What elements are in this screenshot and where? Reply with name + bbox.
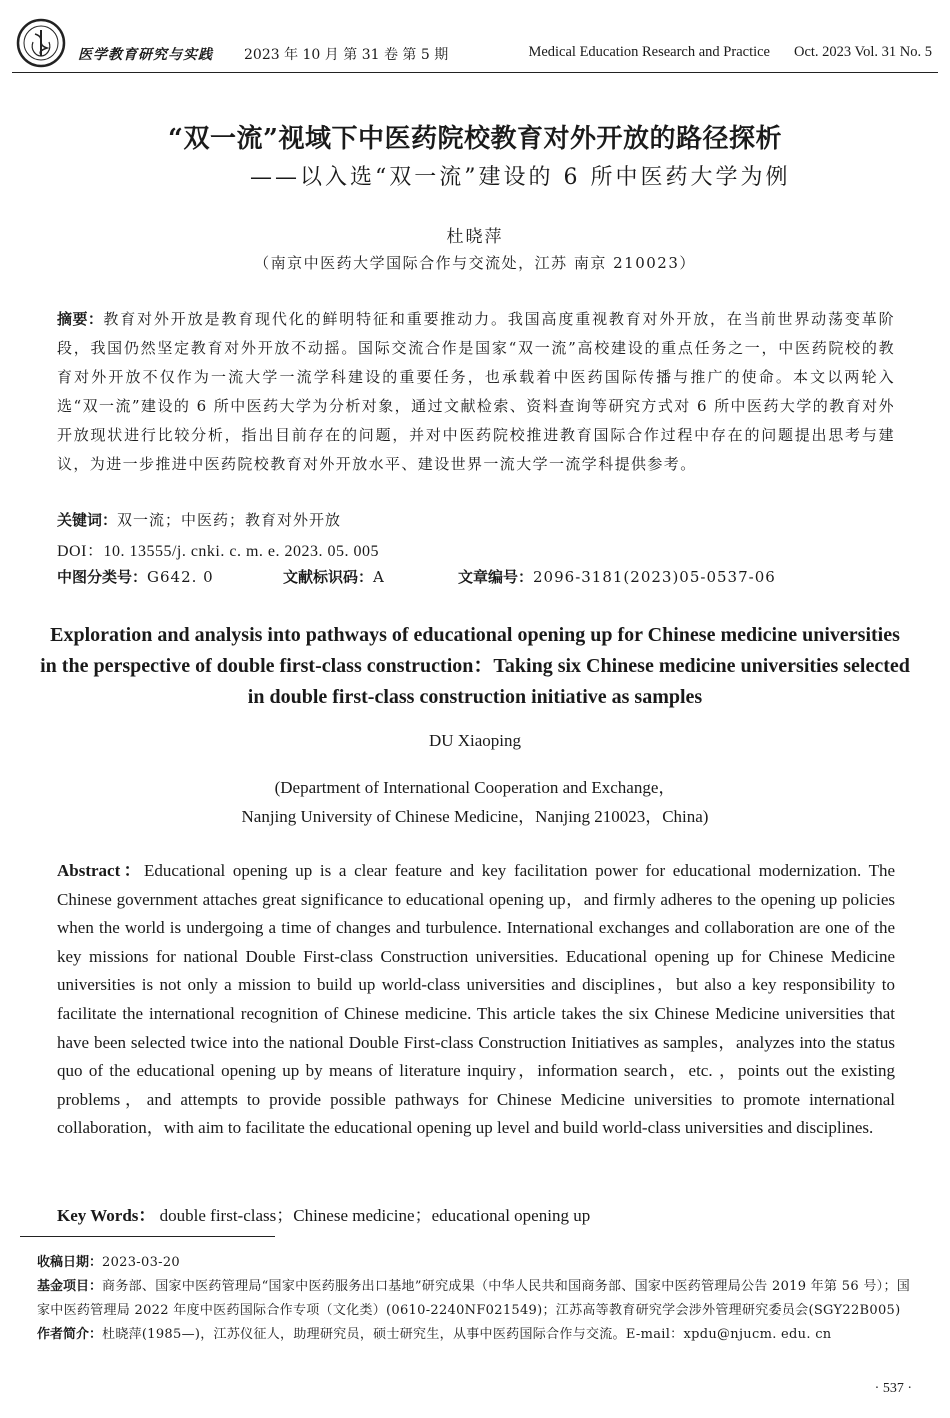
- abstract-cn-label: 摘要：: [57, 310, 104, 328]
- keywords-en-text: double first-class；Chinese medicine；educational opening up: [159, 1206, 591, 1225]
- article-number: [458, 566, 776, 587]
- author-bio-label: 作者简介：: [37, 1327, 103, 1342]
- page-number: · 537 ·: [874, 1381, 912, 1396]
- author-en: DU Xiaoping: [428, 731, 522, 750]
- article-label: 文章编号：: [458, 568, 534, 586]
- footnote-fund: [37, 1275, 917, 1323]
- received-date: 2023-03-20: [102, 1255, 180, 1270]
- clc-code: [57, 566, 214, 587]
- page-header: [0, 0, 950, 80]
- footnote-received: [37, 1251, 917, 1275]
- journal-name-en: Medical Education Research and Practice: [528, 44, 770, 60]
- abstract-en-label: Abstract：: [57, 861, 145, 880]
- clc-value: G642. 0: [147, 568, 214, 586]
- affiliation-cn: （南京中医药大学国际合作与交流处，江苏 南京 210023）: [254, 254, 696, 272]
- footnote-author: [37, 1323, 917, 1347]
- journal-name-cn: 医学教育研究与实践: [78, 47, 213, 63]
- keywords-cn: [57, 509, 341, 530]
- article-value: 2096-3181(2023)05-0537-06: [533, 568, 776, 586]
- journal-logo-icon: [16, 18, 66, 68]
- keywords-cn-text: 双一流；中医药；教育对外开放: [117, 511, 342, 529]
- issue-info-en: Oct. 2023 Vol. 31 No. 5: [793, 44, 932, 60]
- doc-label: 文献标识码：: [283, 568, 374, 586]
- abstract-en: [57, 857, 895, 1143]
- affiliation-en: [0, 773, 950, 831]
- footnote-divider: [20, 1236, 275, 1237]
- footnotes: [37, 1251, 917, 1347]
- abstract-cn: [57, 305, 895, 479]
- header-divider: [12, 72, 938, 73]
- abstract-en-text: Educational opening up is a clear feature and key facilitation power for educational modernization. The Chinese government attaches great significance to educational opening up，and firmly adheres to the opening up policies when the world is undergoing a time of changes and turbulence. International exchanges and collaboration are one of the key missions for national Double First-class Construction universities. Educational opening up for Chinese Medicine universities is not only a mission to build up world-class universities and disciplines，but also a key responsibility to facilitate the international recognition of Chinese medicine. This article takes the six Chinese Medicine universities that have been selected twice into the national Double First-class Construction Initiatives as samples，analyzes into the status quo of the educational opening up by means of literature inquiry，information search，etc. ，points out the existing problems，and attempts to provide possible pathways for Chinese Medicine universities to promote international collaboration，with aim to facilitate the educational opening up level and build world-class universities and disciplines.: [57, 861, 895, 1138]
- fund-label: 基金项目：: [37, 1279, 103, 1294]
- keywords-en: [57, 1201, 590, 1226]
- clc-label: 中图分类号：: [57, 568, 148, 586]
- doc-code: [283, 566, 385, 587]
- received-label: 收稿日期：: [37, 1255, 103, 1270]
- doi: DOI：10. 13555/j. cnki. c. m. e. 2023. 05. 005: [57, 543, 380, 560]
- affiliation-en-line1: (Department of International Cooperation and Exchange，: [274, 778, 676, 797]
- keywords-en-label: Key Words：: [57, 1206, 156, 1225]
- author-bio-text: 杜晓萍(1985—)，江苏仪征人，助理研究员，硕士研究生，从事中医药国际合作与交流。E-mail：xpdu@njucm. edu. cn: [102, 1327, 832, 1342]
- paper-title-en: Exploration and analysis into pathways of educational opening up for Chinese medicine universities in the perspective of double first-class construction：Taking six Chinese medicine universities selected in double first-class construction initiative as samples: [40, 624, 910, 708]
- issue-info-cn: 2023 年 10 月 第 31 卷 第 5 期: [244, 47, 449, 63]
- abstract-cn-text: 教育对外开放是教育现代化的鲜明特征和重要推动力。我国高度重视教育对外开放，在当前世界动荡变革阶段，我国仍然坚定教育对外开放不动摇。国际交流合作是国家“双一流”高校建设的重点任务之一，中医药院校的教育对外开放不仅作为一流大学一流学科建设的重要任务，也承载着中医药国际传播与推广的使命。本文以两轮入选“双一流”建设的 6 所中医药大学为分析对象，通过文献检索、资料查询等研究方式对 6 所中医药大学的教育对外开放现状进行比较分析，指出目前存在的问题，并对中医药院校推进教育国际合作过程中存在的问题提出思考与建议，为进一步推进中医药院校教育对外开放水平、建设世界一流大学一流学科提供参考。: [57, 310, 895, 473]
- paper-title-cn: “双一流”视域下中医药院校教育对外开放的路径探析: [168, 124, 782, 154]
- author-cn: 杜晓萍: [446, 227, 504, 247]
- fund-text: 商务部、国家中医药管理局“国家中医药服务出口基地”研究成果（中华人民共和国商务部、国家中医药管理局公告 2019 年第 56 号）；国家中医药管理局 2022 年度中医药国际合作专项（文化类）(0610-2240NF021549)；江苏高等教育研究学会涉外管理研究委员会(SGY22B005): [37, 1279, 911, 1318]
- classification-row: [57, 566, 907, 588]
- affiliation-en-line2: Nanjing University of Chinese Medicine，Nanjing 210023，China): [241, 807, 709, 826]
- doc-value: A: [373, 568, 385, 586]
- paper-subtitle-cn: ——以入选“双一流”建设的 6 所中医药大学为例: [250, 165, 791, 190]
- keywords-cn-label: 关键词：: [57, 511, 118, 529]
